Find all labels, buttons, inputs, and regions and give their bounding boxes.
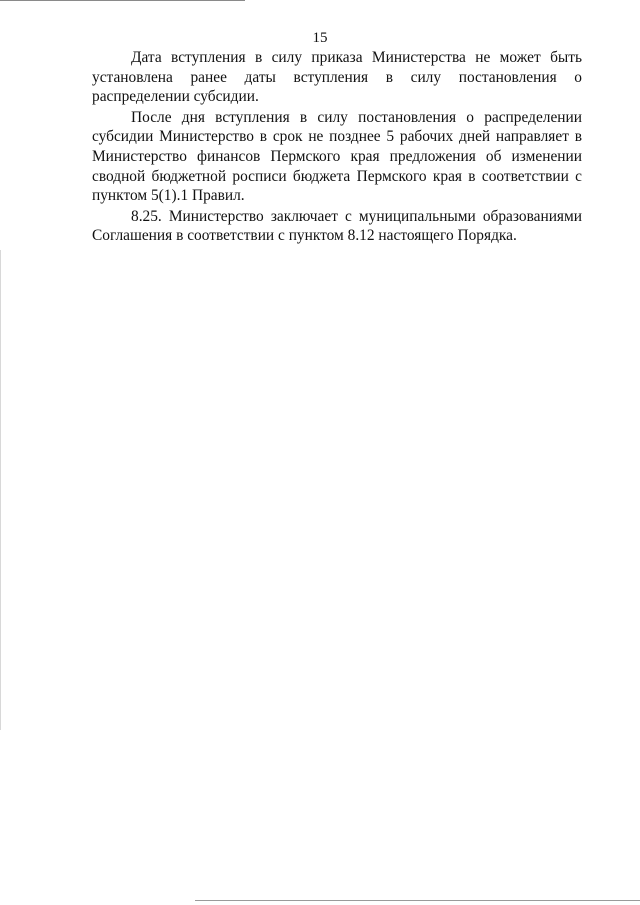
paragraph-budget-proposals: После дня вступления в силу постановления о распределении субсидии Министерство в срок не позднее 5 рабочих дней направляет в Министерство финансов Пермского края предложения об изменении сводной бюджетной росписи бюджета Пермского края в соответствии с пунктом 5(1).1 Правил. (92, 108, 582, 205)
scan-border-bottom (195, 900, 640, 901)
scan-border-left (0, 250, 1, 730)
document-body (92, 48, 582, 246)
page-number: 15 (312, 30, 328, 46)
scan-border-top (0, 0, 245, 1)
paragraph-agreements: 8.25. Министерство заключает с муниципальными образованиями Соглашения в соответствии с пунктом 8.12 настоящего Порядка. (92, 207, 582, 245)
paragraph-effective-date: Дата вступления в силу приказа Министерства не может быть установлена ранее даты вступления в силу постановления о распределении субсидии. (92, 49, 582, 106)
